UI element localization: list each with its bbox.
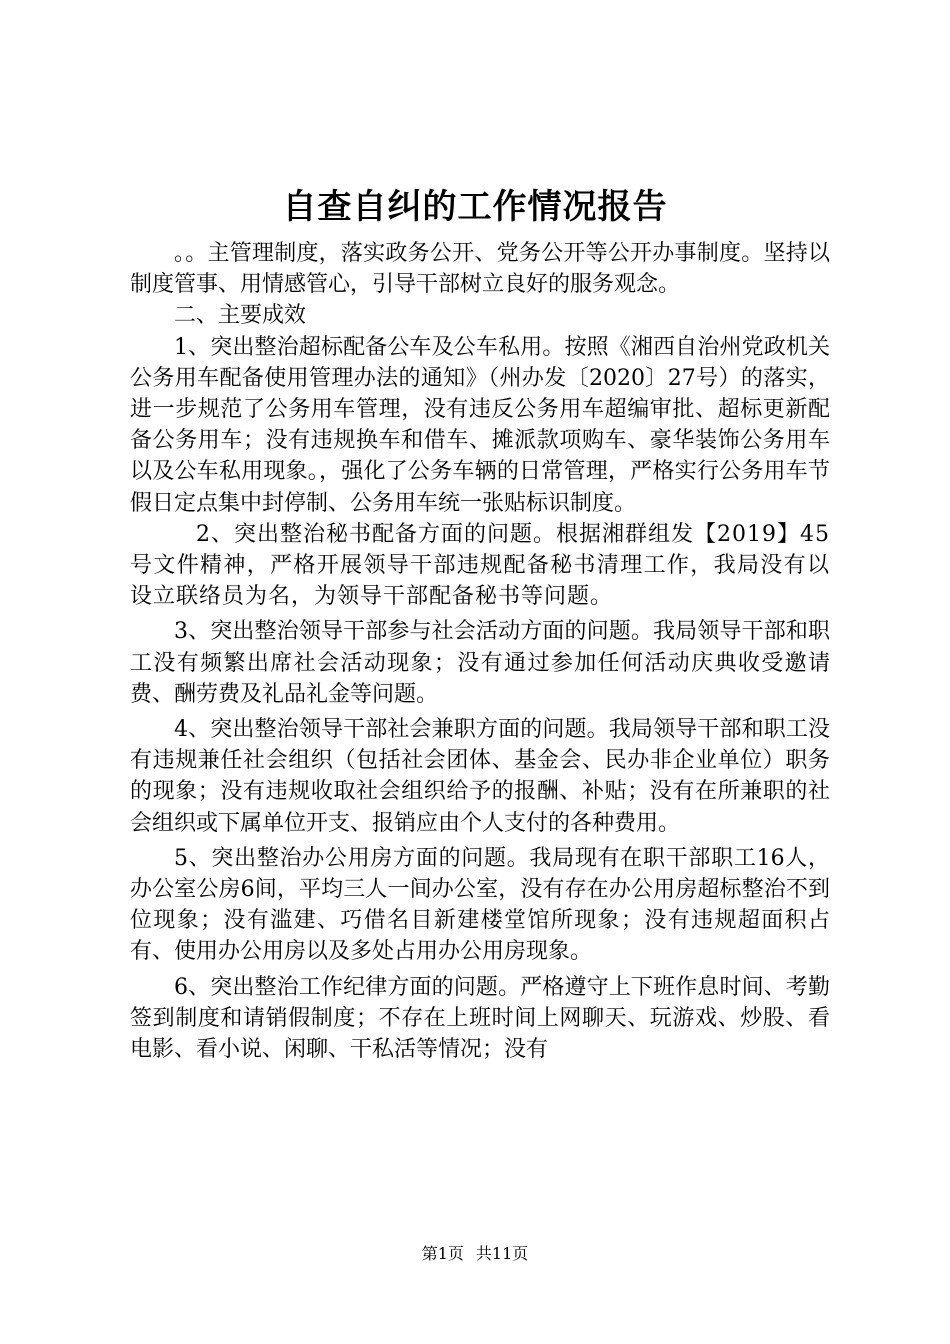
page-total: 共11页 (475, 1244, 529, 1263)
document-body (130, 238, 830, 1065)
page-footer (0, 1243, 950, 1265)
paragraph-item-3: 3、突出整治领导干部参与社会活动方面的问题。我局领导干部和职工没有频繁出席社会活动现象；没有通过参加任何活动庆典收受邀请费、酬劳费及礼品礼金等问题。 (130, 619, 830, 707)
paragraph-item-2: 2、突出整治秘书配备方面的问题。根据湘群组发【2019】45号文件精神，严格开展领导干部违规配备秘书清理工作，我局没有以设立联络员为名，为领导干部配备秘书等问题。 (130, 521, 830, 610)
page-number: 第1页 (421, 1244, 464, 1263)
paragraph-item-5: 5、突出整治办公用房方面的问题。我局现有在职干部职工16人，办公室公房6间，平均三人一间办公室，没有存在办公用房超标整治不到位现象；没有滥建、巧借名目新建楼堂馆所现象；没有违规超面积占有、使用办公用房以及多处占用办公用房现象。 (130, 845, 830, 965)
paragraph-item-1: 1、突出整治超标配备公车及公车私用。按照《湘西自治州党政机关公务用车配备使用管理办法的通知》（州办发〔2020〕27号）的落实，进一步规范了公务用车管理，没有违反公务用车超编审批、超标更新配备公务用车；没有违规换车和借车、摊派款项购车、豪华装饰公务用车以及公车私用现象。，强化了公务车辆的日常管理，严格实行公务用车节假日定点集中封停制、公务用车统一张贴标识制度。 (130, 334, 830, 516)
paragraph-item-6: 6、突出整治工作纪律方面的问题。严格遵守上下班作息时间、考勤签到制度和请销假制度；不存在上班时间上网聊天、玩游戏、炒股、看电影、看小说、闲聊、干私活等情况；没有 (130, 974, 830, 1063)
paragraph-item-4: 4、突出整治领导干部社会兼职方面的问题。我局领导干部和职工没有违规兼任社会组织（包括社会团体、基金会、民办非企业单位）职务的现象；没有违规收取社会组织给予的报酬、补贴；没有在所兼职的社会组织或下属单位开支、报销应由个人支付的各种费用。 (130, 717, 830, 836)
document-title: 自查自纠的工作情况报告 (282, 187, 668, 227)
section-heading-main-results: 二、主要成效 (174, 303, 307, 329)
paragraph-intro: 。。主管理制度，落实政务公开、党务公开等公开办事制度。坚持以制度管事、用情感管心，引导干部树立良好的服务观念。 (130, 241, 830, 298)
